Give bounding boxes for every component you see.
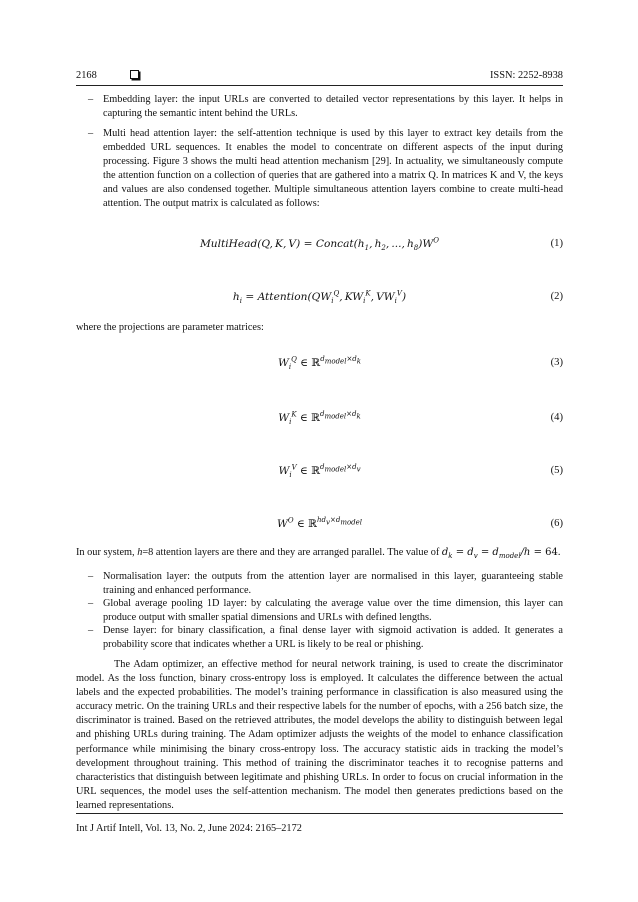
square-ornament-icon <box>130 70 139 79</box>
where-sentence: where the projections are parameter matrices: <box>76 322 264 333</box>
equation-6-expression: $W^O$ ∈ ℝ$^{hd_v\times d_{model}}$ <box>276 516 363 530</box>
equation-number: (3) <box>550 357 563 368</box>
equation-1-expression: MultiHead(Q, K, $V) = Concat(h_1$, $h_2$, ..., $h_8)W^O$ <box>199 236 440 253</box>
journal-footer: Int J Artif Intell, Vol. 13, No. 2, June 2024: 2165–2172 <box>76 823 302 834</box>
footer-rule <box>76 813 563 814</box>
bullet-dash: – <box>88 625 94 636</box>
equation-number: (1) <box>550 238 563 249</box>
page-header <box>76 69 563 83</box>
equation-number: (6) <box>550 518 563 529</box>
dimension-equation: $d_k = d_v = d_{model}/h = 64$ <box>441 547 558 560</box>
system-description: In our system, h=8 attention layers are there and they are arranged parallel. The value of $d_k = d_v = d_{model}/h = 64$. <box>76 547 561 560</box>
issn-label: ISSN: 2252-8938 <box>489 70 563 81</box>
bullet-dash: – <box>88 571 94 582</box>
equation-number: (4) <box>550 412 563 423</box>
bullet-dash: – <box>88 598 94 609</box>
bullet-dense-layer: – Dense layer: for binary classification, a final dense layer with sigmoid activation is added. It generates a probability score that indicates whether a URL is likely to be real or phishing. <box>88 625 563 651</box>
equation-number: (2) <box>550 291 563 302</box>
header-rule <box>76 85 563 86</box>
bullet-normalisation-layer: – Normalisation layer: the outputs from the attention layer are normalised in this layer, guaranteeing stable training and enhanced performance. <box>88 571 563 597</box>
bullet-dash: – <box>88 94 94 105</box>
bullet-embedding-layer: – Embedding layer: the input URLs are converted to detailed vector representations by this layer. It helps in capturing the semantic intent behind the URLs. <box>88 94 563 120</box>
equation-2 <box>76 289 563 305</box>
bullet-global-average-pooling: – Global average pooling 1D layer: by calculating the average value over the time dimension, this layer can produce output with smaller spatial dimensions and URLs with defined lengths. <box>88 598 563 624</box>
equation-number: (5) <box>550 465 563 476</box>
bullet-multi-head-attention: – Multi head attention layer: the self-attention technique is used by this layer to extract key details from the embedded URL sequences. It enables the model to concentrate on different aspects of the input during processing. Figure 3 shows the multi head attention mechanism [29]. In actuality, we simultaneously compute the attention function on a collection of queries that are gathered into a matrix Q. In matrices K and V, the keys and values are also condensed together. Multiple simultaneous attention layers combine to create multi-head attention. The output matrix is calculated as follows: <box>88 128 563 210</box>
equation-1 <box>76 236 563 252</box>
equation-3 <box>76 355 563 371</box>
equation-4-expression: $W_i^K$ ∈ ℝ$^{d_{model}\times d_k}$ <box>278 410 361 427</box>
bullet-dash: – <box>88 128 94 139</box>
page-number: 2168 <box>76 70 97 81</box>
equation-4 <box>76 410 563 426</box>
training-paragraph: The Adam optimizer, an effective method for neural network training, is used to create the discriminator model. As the loss function, binary cross-entropy loss is employed. It calculates the difference between the actual labels and the expected probabilities. The model’s training performance in classification is also measured using the accuracy metric. On the training URLs and their respective labels for the number of epochs, with a 256 batch size, the discriminator is trained. Based on the retrieved attributes, the model develops the ability to distinguish between legal and phishing URLs during training. The Adam optimizer adjusts the weights of the model to enhance classification performance while minimising the binary cross-entropy loss. The accuracy statistic aids in tracking the model’s development throughout training. This method of training the discriminator teaches it to recognise patterns and characteristics that distinguish between legitimate and phishing URLs. In order to focus on crucial information in the URL sequences, the model uses the self-attention mechanism. The model then generates predictions based on the learned representations. <box>76 659 563 811</box>
equation-6 <box>76 516 563 532</box>
equation-3-expression: $W_i^Q$ ∈ ℝ$^{d_{model}\times d_k}$ <box>277 355 362 372</box>
equation-2-expression: $h_i$ = $Attention(QW_i^Q$, $KW_i^K$, $VW_i^V$) <box>232 289 407 306</box>
equation-5-expression: $W_i^V$ ∈ ℝ$^{d_{model}\times d_v}$ <box>278 463 361 480</box>
equation-5 <box>76 463 563 479</box>
